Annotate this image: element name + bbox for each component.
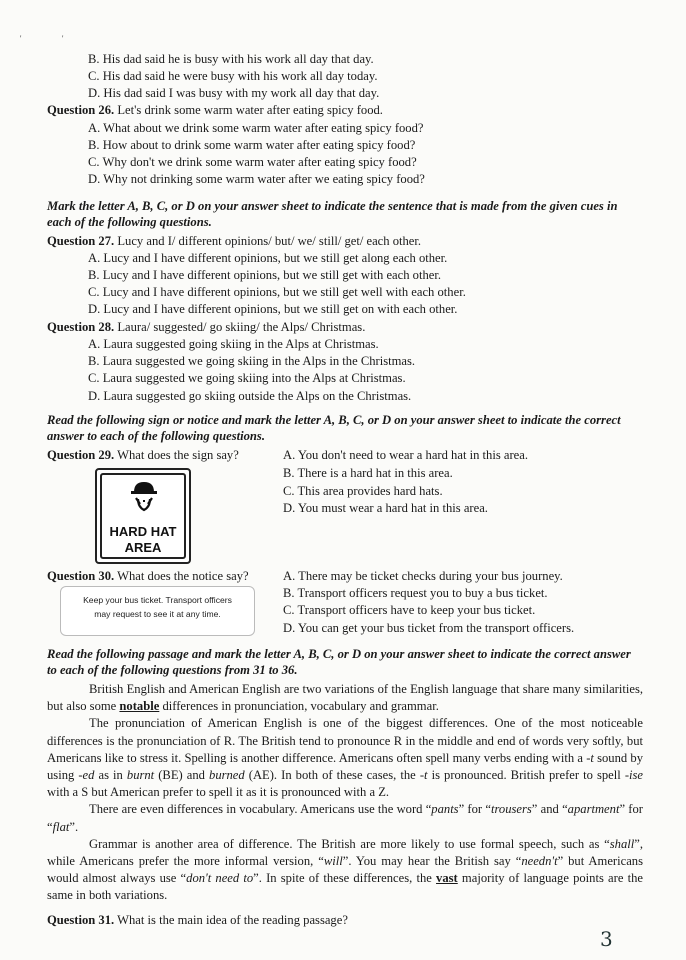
word-vast: vast: [436, 871, 458, 886]
bus-ticket-notice: [60, 586, 255, 636]
q27-option-d: D. Lucy and I have different opinions, but we still get on with each other.: [88, 302, 458, 316]
notice-line-2: may request to see it at any time.: [94, 609, 221, 619]
question-stem: Lucy and I/ different opinions/ but/ we/ still/ get/ each other.: [117, 234, 422, 248]
hard-hat-worker-icon: [124, 479, 164, 515]
scan-mark: ': [20, 34, 22, 43]
question-stem: What does the notice say?: [117, 569, 249, 583]
question-number: Question 30.: [47, 569, 115, 583]
q25-option-c: C. His dad said he were busy with his work all day today.: [88, 69, 378, 83]
sign-line-2: AREA: [124, 540, 162, 555]
q25-option-d: D. His dad said I was busy with my work all day that day.: [88, 86, 380, 100]
page-number: 3: [600, 927, 613, 951]
q29-option-d: D. You must wear a hard hat in this area.: [283, 501, 488, 515]
q30-option-b: B. Transport officers request you to buy a bus ticket.: [283, 586, 548, 600]
question-stem: What is the main idea of the reading passage?: [117, 913, 348, 927]
q29-option-c: C. This area provides hard hats.: [283, 484, 443, 498]
instruction-passage: Read the following passage and mark the letter A, B, C, or D on your answer sheet to indicate the correct answer to each of the following questions from 31 to 36.: [47, 647, 631, 677]
question-number: Question 28.: [47, 320, 115, 334]
passage-paragraph-4: Grammar is another area of difference. The British are more likely to use formal speech, such as “shall”, while Americans prefer the more informal version, “will”. You may hear the British say “needn't” but Americans would almost always use “don't need to”. In spite of these differences, the vast majority of language points are the same in both variations.: [47, 836, 643, 903]
question-stem: Laura/ suggested/ go skiing/ the Alps/ Christmas.: [117, 320, 366, 334]
question-number: Question 26.: [47, 103, 115, 117]
q26-option-b: B. How about to drink some warm water after eating spicy food?: [88, 138, 416, 152]
q27-option-b: B. Lucy and I have different opinions, but we still get with each other.: [88, 268, 442, 282]
q30-option-c: C. Transport officers have to keep your bus ticket.: [283, 603, 536, 617]
question-28: [47, 319, 365, 335]
q25-option-b: B. His dad said he is busy with his work all day that day.: [88, 52, 374, 66]
q26-option-d: D. Why not drinking some warm water after we eating spicy food?: [88, 172, 425, 186]
question-number: Question 31.: [47, 913, 115, 927]
question-30: [47, 568, 249, 584]
q28-option-c: C. Laura suggested we going skiing into the Alps at Christmas.: [88, 371, 406, 385]
question-27: [47, 233, 421, 249]
q28-option-b: B. Laura suggested we going skiing in the Alps in the Christmas.: [88, 354, 416, 368]
instruction-signs: Read the following sign or notice and mark the letter A, B, C, or D on your answer sheet to indicate the correct answer to each of the following questions.: [47, 413, 621, 443]
q30-option-a: A. There may be ticket checks during your bus journey.: [283, 569, 563, 583]
q28-option-a: A. Laura suggested going skiing in the Alps at Christmas.: [88, 337, 379, 351]
q27-option-c: C. Lucy and I have different opinions, but we still get well with each other.: [88, 285, 466, 299]
q28-option-d: D. Laura suggested go skiing outside the Alps on the Christmas.: [88, 389, 412, 403]
question-stem: What does the sign say?: [117, 448, 239, 462]
notice-line-1: Keep your bus ticket. Transport officers: [83, 595, 232, 605]
question-number: Question 29.: [47, 448, 115, 462]
word-notable: notable: [119, 699, 160, 714]
passage-paragraph-1: British English and American English are two variations of the English language that share many similarities, but also some notable differences in pronunciation, vocabulary and grammar.: [47, 682, 643, 714]
question-stem: Let's drink some warm water after eating spicy food.: [117, 103, 383, 117]
passage-paragraph-3: There are even differences in vocabulary. Americans use the word “pants” for “trousers” and “apartment” for “flat”.: [47, 802, 643, 834]
scan-mark: ': [62, 34, 64, 43]
question-number: Question 27.: [47, 234, 115, 248]
q26-option-c: C. Why don't we drink some warm water after eating spicy food?: [88, 155, 417, 169]
q26-option-a: A. What about we drink some warm water after eating spicy food?: [88, 121, 424, 135]
instruction-sentence-cues: Mark the letter A, B, C, or D on your answer sheet to indicate the sentence that is made from the given cues in each of the following questions.: [47, 199, 618, 229]
passage-paragraph-2: The pronunciation of American English is one of the biggest differences. One of the most noticeable differences is the pronunciation of R. The British tend to pronounce R in the middle and end of words very softly, but Americans like to stress it. Spelling is another difference. Americans often spell many verbs ending with a -t sound by using -ed as in burnt (BE) and burned (AE). In both of these cases, the -t is pronounced. British prefer to spell -ise with a S but American prefer to spell it as it is pronounced with a Z.: [47, 716, 644, 800]
question-26: [47, 102, 383, 118]
question-31: [47, 912, 348, 928]
q30-option-d: D. You can get your bus ticket from the transport officers.: [283, 621, 575, 635]
sign-line-1: HARD HAT: [109, 524, 177, 539]
question-29: [47, 447, 239, 463]
q29-option-b: B. There is a hard hat in this area.: [283, 466, 453, 480]
hard-hat-sign: [95, 468, 191, 564]
q29-option-a: A. You don't need to wear a hard hat in this area.: [283, 448, 528, 462]
q27-option-a: A. Lucy and I have different opinions, but we still get along each other.: [88, 251, 448, 265]
reading-passage: [47, 681, 643, 905]
